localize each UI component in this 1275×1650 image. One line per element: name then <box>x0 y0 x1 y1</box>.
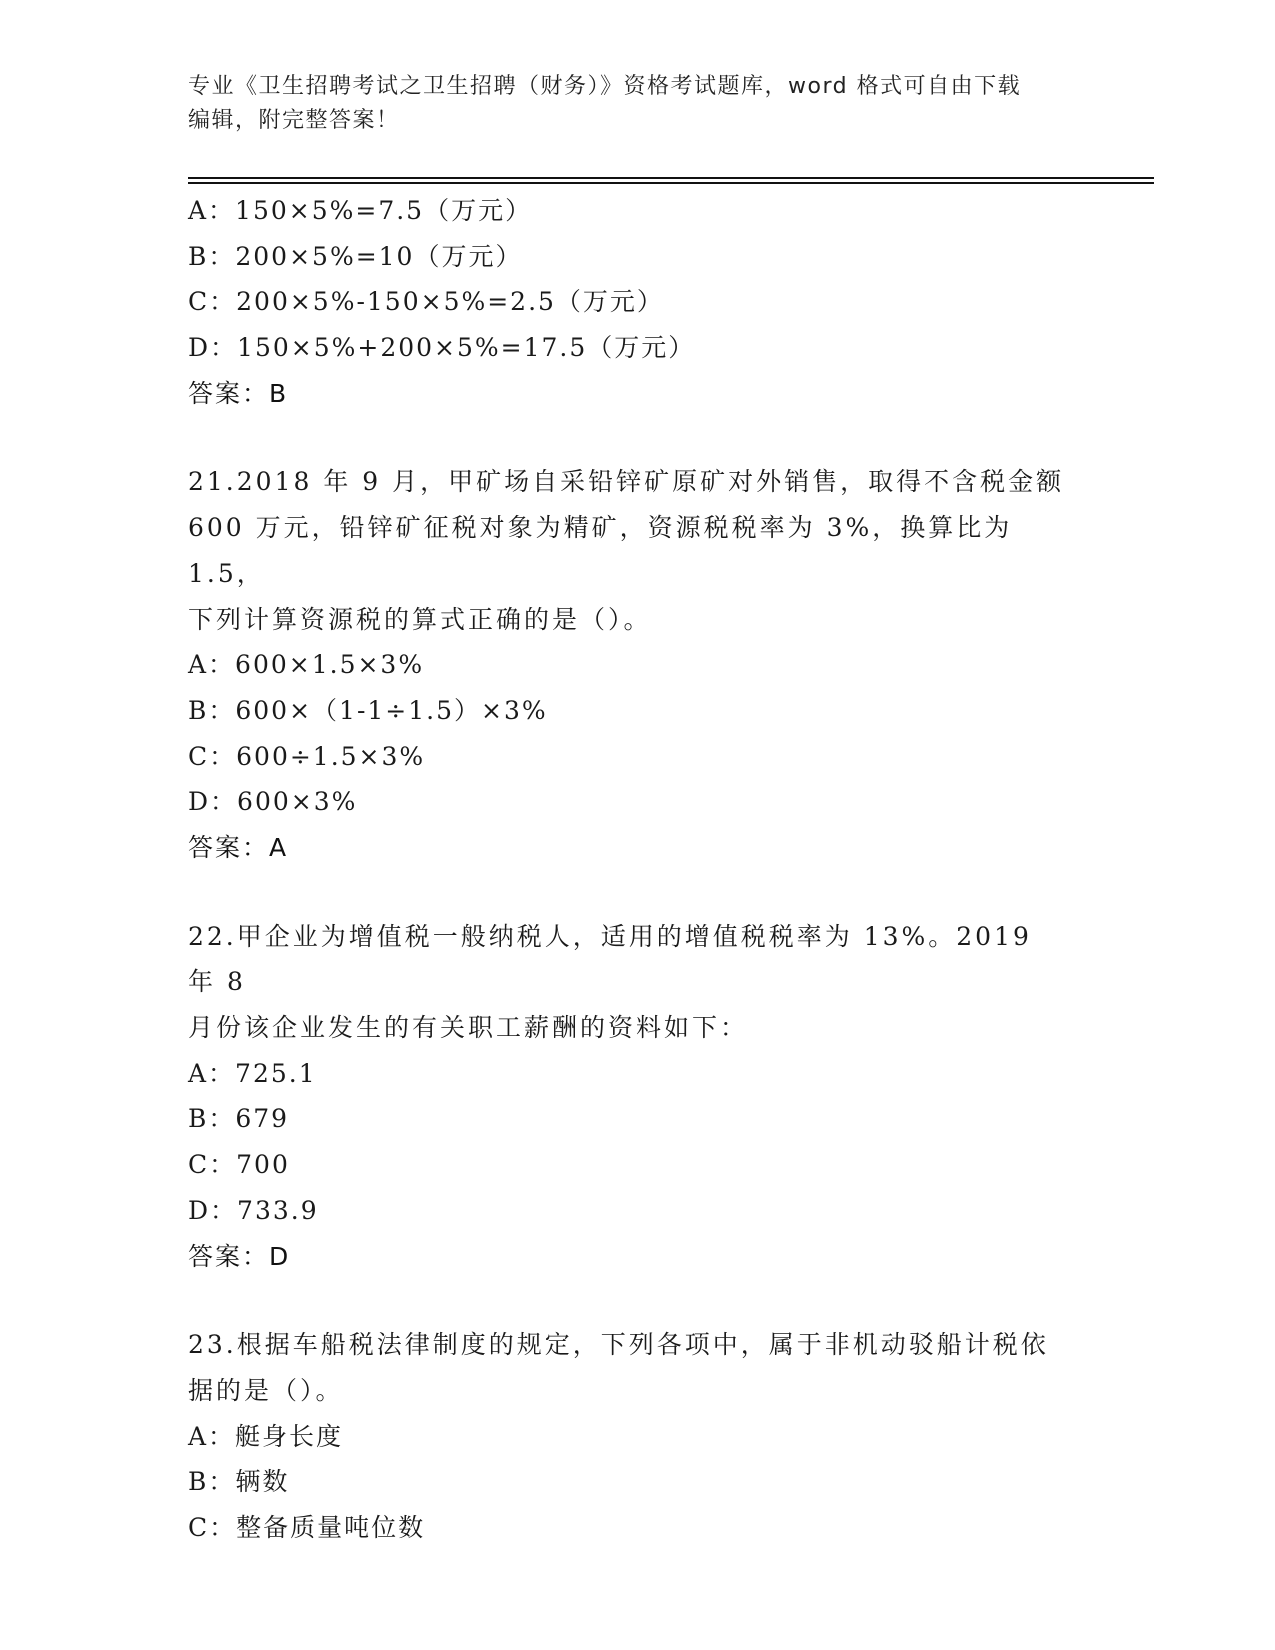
q21-answer: 答案：A <box>188 833 289 862</box>
q23-option-a: A：艇身长度 <box>188 1421 344 1451</box>
question-21-block <box>188 459 1088 870</box>
header-line-2: 编辑，附完整答案！ <box>188 108 400 133</box>
q21-stem-line: 下列计算资源税的算式正确的是（）。 <box>188 604 652 634</box>
q22-option-b: B：679 <box>188 1104 290 1134</box>
document-header <box>188 70 1088 138</box>
q23-option-b: B：辆数 <box>188 1467 290 1497</box>
q20-option-b: B：200×5%=10（万元） <box>188 241 523 271</box>
question-22-block <box>188 914 1088 1280</box>
q22-stem-line: 22.甲企业为增值税一般纳税人，适用的增值税税率为 13%。2019 年 8 <box>188 921 1032 997</box>
q21-stem-line: 21.2018 年 9 月，甲矿场自采铅锌矿原矿对外销售，取得不含税金额 <box>188 467 1065 497</box>
q20-answer: 答案：B <box>188 378 289 408</box>
q21-option-d: D：600×3% <box>188 787 358 817</box>
header-line-1: 专业《卫生招聘考试之卫生招聘（财务）》资格考试题库，word 格式可自由下载 <box>188 74 1022 99</box>
q23-stem-line: 据的是（）。 <box>188 1375 344 1405</box>
q20-option-c: C：200×5%-150×5%=2.5（万元） <box>188 287 664 317</box>
q22-stem-line: 月份该企业发生的有关职工薪酬的资料如下： <box>188 1013 749 1043</box>
question-20-block <box>188 188 1088 416</box>
q21-option-b: B：600×（1-1÷1.5）×3% <box>188 695 548 725</box>
q21-stem <box>188 459 1068 642</box>
q23-stem-line: 23.根据车船税法律制度的规定，下列各项中，属于非机动驳船计税依 <box>188 1330 1049 1360</box>
q21-option-c: C：600÷1.5×3% <box>188 741 426 771</box>
q21-stem-line: 600 万元，铅锌矿征税对象为精矿，资源税税率为 3%，换算比为 1.5， <box>188 513 1013 588</box>
header-rule-top <box>188 177 1154 179</box>
q23-stem <box>188 1322 1068 1413</box>
q22-stem <box>188 914 1068 1051</box>
q21-option-a: A：600×1.5×3% <box>188 650 425 680</box>
q22-option-d: D：733.9 <box>188 1195 319 1225</box>
q20-option-a: A：150×5%=7.5（万元） <box>188 196 533 225</box>
q22-option-c: C：700 <box>188 1150 290 1180</box>
question-23-block <box>188 1322 1088 1550</box>
q22-answer: 答案：D <box>188 1241 291 1271</box>
q20-option-d: D：150×5%+200×5%=17.5（万元） <box>188 333 696 363</box>
question-content <box>188 188 1088 1551</box>
header-rule-bottom <box>188 182 1154 184</box>
q23-option-c: C：整备质量吨位数 <box>188 1513 426 1543</box>
q22-option-a: A：725.1 <box>188 1058 317 1088</box>
